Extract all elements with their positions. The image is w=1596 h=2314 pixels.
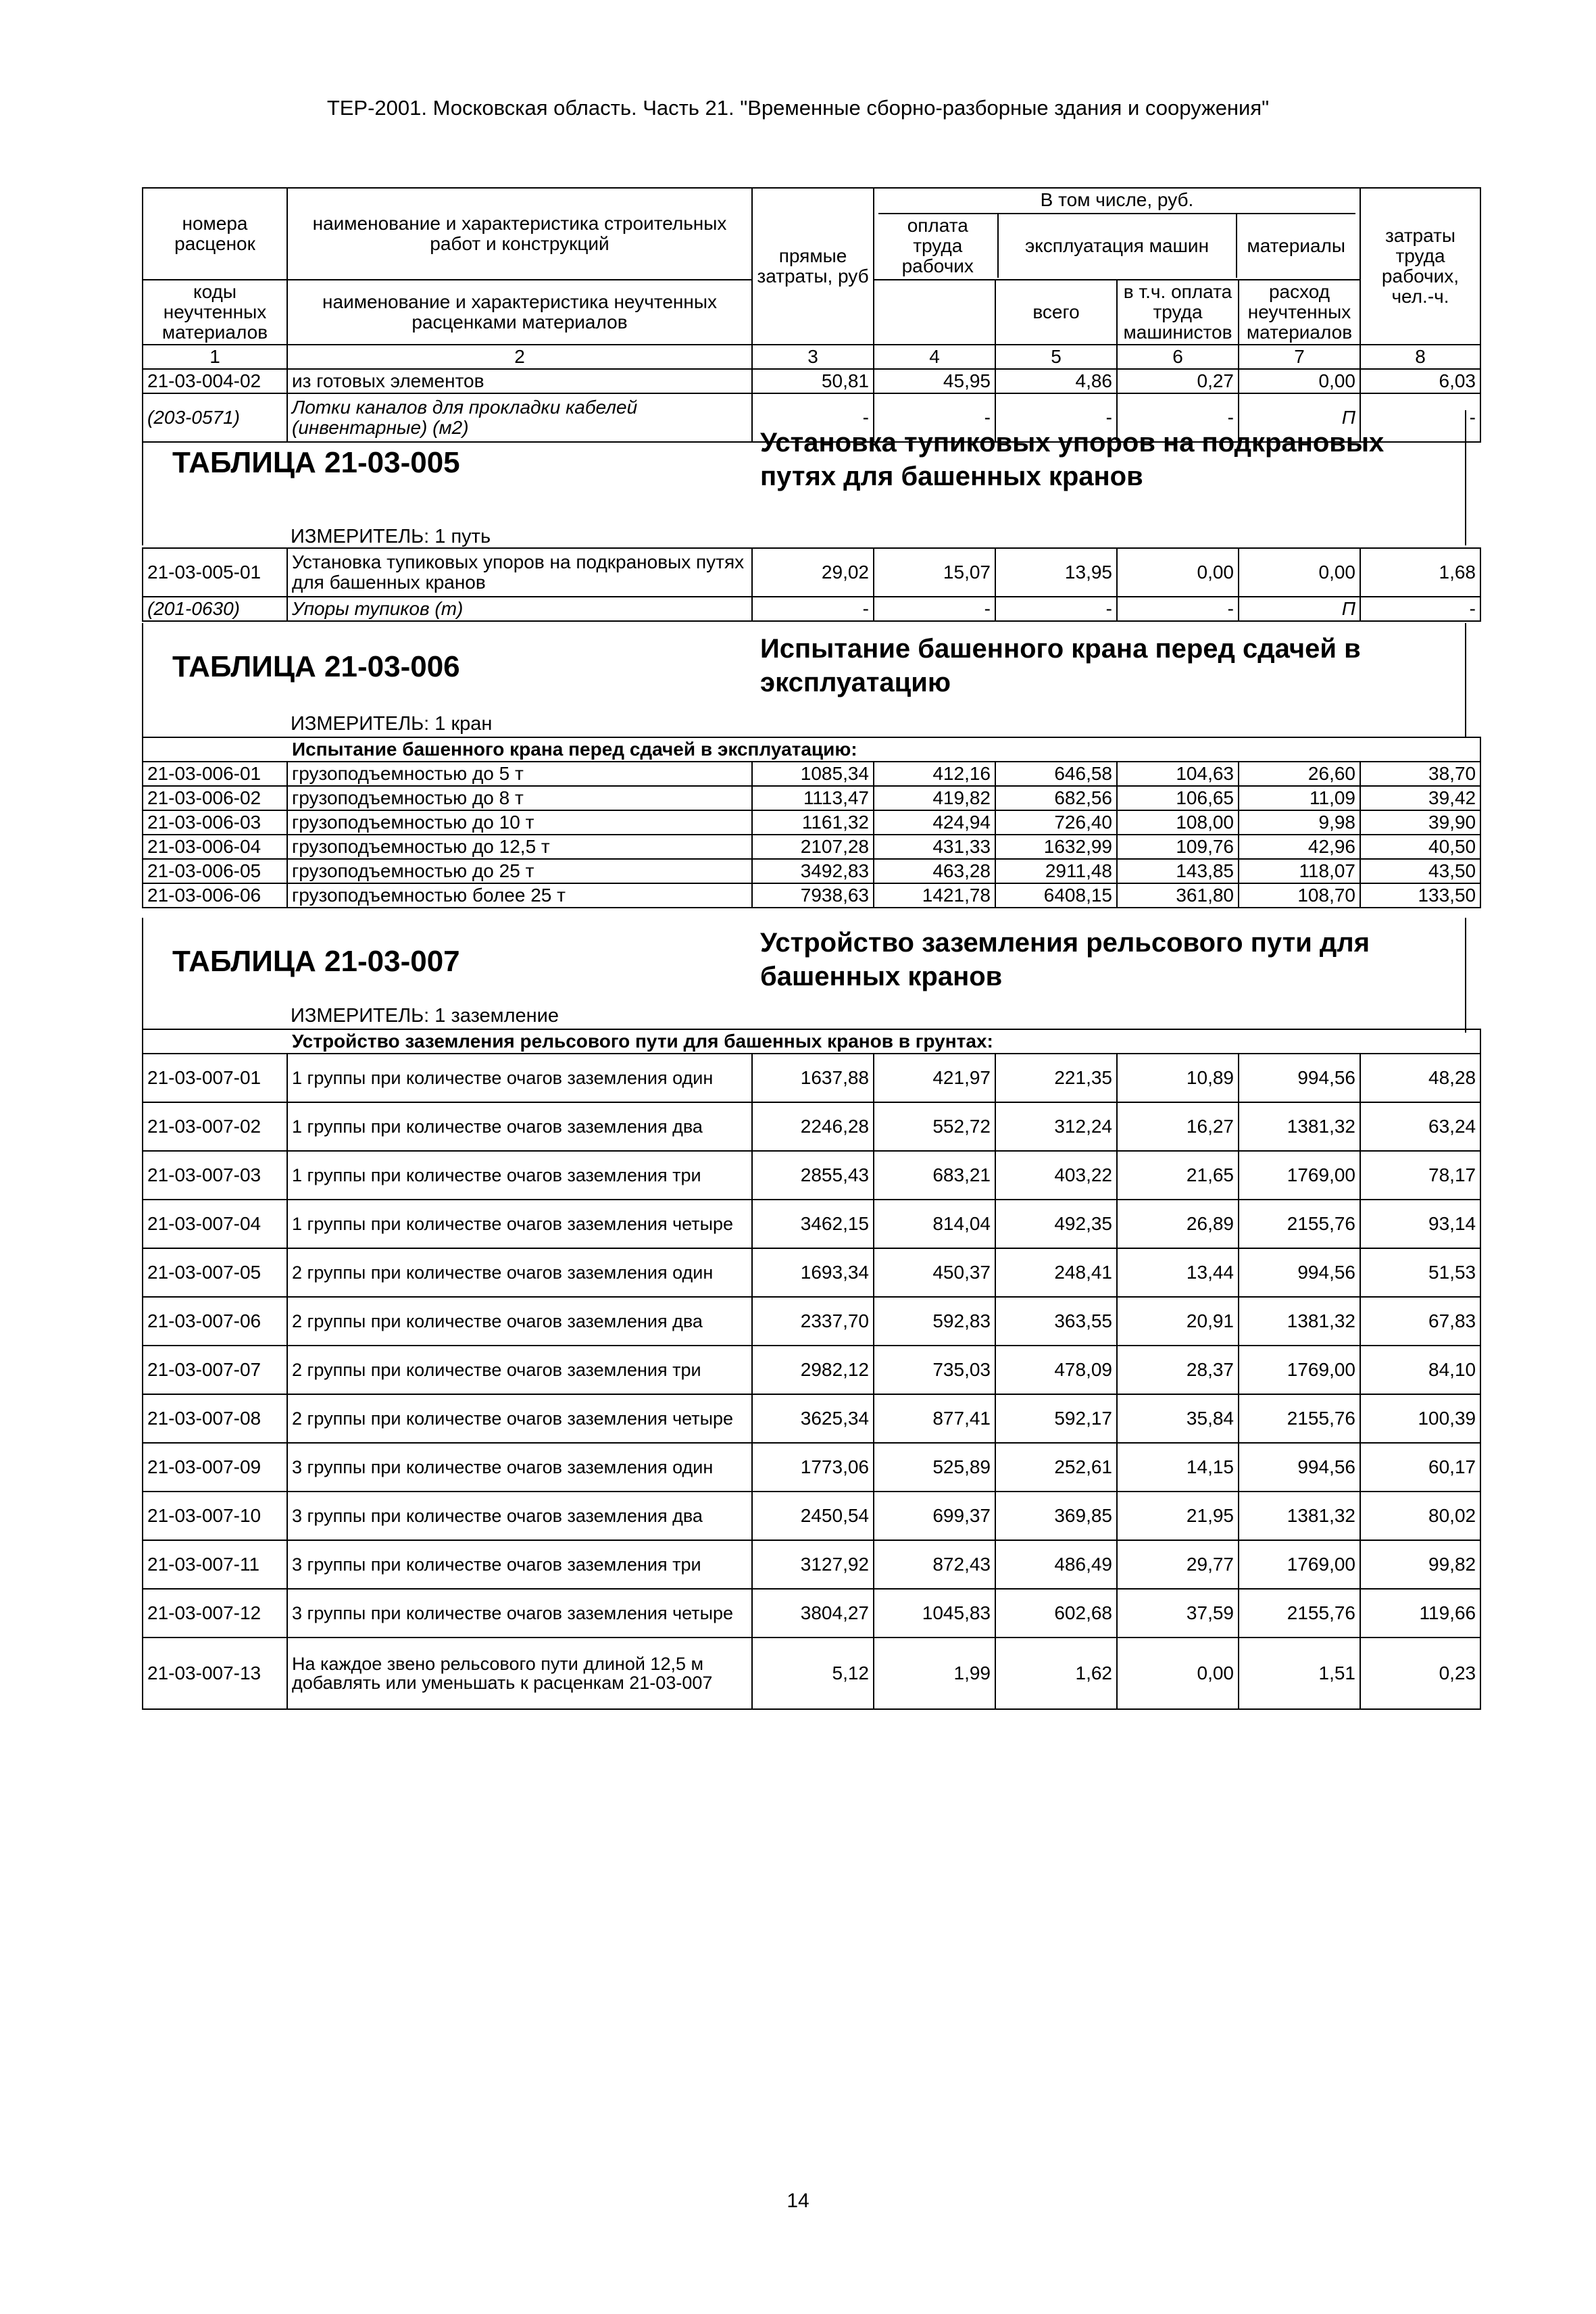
- section-description: Устройство заземления рельсового пути для башенных кранов: [760, 928, 1370, 991]
- value-materials: 1381,32: [1239, 1102, 1360, 1151]
- rates-table-006: [142, 737, 1481, 908]
- value-machines: 682,56: [995, 786, 1117, 810]
- value-labor-hours: 133,50: [1360, 883, 1480, 908]
- col-header-labor: оплата труда рабочих: [878, 214, 998, 278]
- value-labor-hours: 6,03: [1360, 369, 1480, 393]
- value-operators: 106,65: [1117, 786, 1239, 810]
- rate-name: 3 группы при количестве очагов заземления один: [287, 1443, 752, 1492]
- col-header-material-codes: коды неучтенных материалов: [143, 280, 287, 345]
- col-header-labor-bottom: [874, 280, 995, 345]
- rate-name: грузоподъемностью до 5 т: [287, 762, 752, 786]
- value-labor-hours: 39,90: [1360, 810, 1480, 835]
- col-num: 3: [752, 345, 874, 369]
- rate-name: 1 группы при количестве очагов заземления два: [287, 1102, 752, 1151]
- value-machines: 486,49: [995, 1540, 1117, 1589]
- value-machines: 726,40: [995, 810, 1117, 835]
- table-row: [143, 1492, 1480, 1540]
- value-operators: 108,00: [1117, 810, 1239, 835]
- value-materials: 994,56: [1239, 1248, 1360, 1297]
- value-direct: 29,02: [752, 548, 874, 597]
- value-operators: 35,84: [1117, 1394, 1239, 1443]
- material-code: (203-0571): [143, 393, 287, 442]
- value-machines: 592,17: [995, 1394, 1117, 1443]
- value-labor-hours: 99,82: [1360, 1540, 1480, 1589]
- value-labor-hours: 1,68: [1360, 548, 1480, 597]
- table-row: [143, 548, 1480, 597]
- value-labor: 412,16: [874, 762, 995, 786]
- rate-code: 21-03-007-12: [143, 1589, 287, 1638]
- col-header-group: [874, 188, 1360, 280]
- value-direct: 2982,12: [752, 1346, 874, 1394]
- table-row: [143, 1346, 1480, 1394]
- value-machines: 6408,15: [995, 883, 1117, 908]
- value-labor: 421,97: [874, 1054, 995, 1102]
- value-direct: 2246,28: [752, 1102, 874, 1151]
- rate-name: 3 группы при количестве очагов заземления два: [287, 1492, 752, 1540]
- measure-unit: ИЗМЕРИТЕЛЬ: 1 заземление: [291, 1005, 559, 1027]
- col-num: 1: [143, 345, 287, 369]
- value-labor: 699,37: [874, 1492, 995, 1540]
- value-operators: 28,37: [1117, 1346, 1239, 1394]
- rate-name: грузоподъемностью до 10 т: [287, 810, 752, 835]
- col-header-material-name: наименование и характеристика неучтенных расценками материалов: [287, 280, 752, 345]
- value-labor: 431,33: [874, 835, 995, 859]
- value-machines: 646,58: [995, 762, 1117, 786]
- value-operators: 13,44: [1117, 1248, 1239, 1297]
- table-row: [143, 762, 1480, 786]
- table-row: [143, 1054, 1480, 1102]
- value-operators: 20,91: [1117, 1297, 1239, 1346]
- rate-code: 21-03-006-06: [143, 883, 287, 908]
- value-direct: 1085,34: [752, 762, 874, 786]
- value-labor: 552,72: [874, 1102, 995, 1151]
- value-labor-hours: 43,50: [1360, 859, 1480, 883]
- value-operators: 0,00: [1117, 548, 1239, 597]
- table-row: [143, 835, 1480, 859]
- value-labor-hours: 48,28: [1360, 1054, 1480, 1102]
- rate-code: 21-03-007-10: [143, 1492, 287, 1540]
- rate-code: 21-03-006-04: [143, 835, 287, 859]
- value-labor: 872,43: [874, 1540, 995, 1589]
- rate-name: 2 группы при количестве очагов заземления три: [287, 1346, 752, 1394]
- section-description: Установка тупиковых упоров на подкрановых путях для башенных кранов: [760, 428, 1385, 491]
- value-labor-hours: 100,39: [1360, 1394, 1480, 1443]
- value-direct: 7938,63: [752, 883, 874, 908]
- value-machines: 312,24: [995, 1102, 1117, 1151]
- col-num: 2: [287, 345, 752, 369]
- col-num: 5: [995, 345, 1117, 369]
- value-materials: 1381,32: [1239, 1297, 1360, 1346]
- value-materials: 1769,00: [1239, 1151, 1360, 1200]
- value-operators: 37,59: [1117, 1589, 1239, 1638]
- value-machines: 403,22: [995, 1151, 1117, 1200]
- value-labor-hours: 51,53: [1360, 1248, 1480, 1297]
- value-labor-hours: 93,14: [1360, 1200, 1480, 1248]
- table-row: [143, 1589, 1480, 1638]
- value-labor-hours: 119,66: [1360, 1589, 1480, 1638]
- rate-code: 21-03-007-06: [143, 1297, 287, 1346]
- value-materials: 1769,00: [1239, 1540, 1360, 1589]
- value-machines: 4,86: [995, 369, 1117, 393]
- value-labor-hours: -: [1360, 393, 1480, 442]
- rate-name: 3 группы при количестве очагов заземления четыре: [287, 1589, 752, 1638]
- value-machines: -: [995, 597, 1117, 621]
- value-materials: 42,96: [1239, 835, 1360, 859]
- value-labor-hours: 39,42: [1360, 786, 1480, 810]
- value-direct: 1113,47: [752, 786, 874, 810]
- value-direct: 3462,15: [752, 1200, 874, 1248]
- column-number-row: [143, 345, 1480, 369]
- value-direct: 2337,70: [752, 1297, 874, 1346]
- rates-table-007: [142, 1029, 1481, 1710]
- value-labor: 814,04: [874, 1200, 995, 1248]
- page-number: 14: [787, 2190, 809, 2212]
- table-row: [143, 883, 1480, 908]
- value-direct: 1637,88: [752, 1054, 874, 1102]
- rate-code: 21-03-007-02: [143, 1102, 287, 1151]
- rate-name: 3 группы при количестве очагов заземления три: [287, 1540, 752, 1589]
- value-machines: 2911,48: [995, 859, 1117, 883]
- rate-name: грузоподъемностью до 25 т: [287, 859, 752, 883]
- value-labor: -: [874, 597, 995, 621]
- value-labor: 419,82: [874, 786, 995, 810]
- value-direct: 3492,83: [752, 859, 874, 883]
- value-operators: 10,89: [1117, 1054, 1239, 1102]
- value-machines: 1632,99: [995, 835, 1117, 859]
- value-direct: 3804,27: [752, 1589, 874, 1638]
- value-labor-hours: 60,17: [1360, 1443, 1480, 1492]
- subheading-text: Испытание башенного крана перед сдачей в эксплуатацию:: [143, 737, 1480, 762]
- measure-unit: ИЗМЕРИТЕЛЬ: 1 путь: [291, 526, 491, 547]
- value-operators: 16,27: [1117, 1102, 1239, 1151]
- value-direct: 5,12: [752, 1638, 874, 1709]
- value-labor: 735,03: [874, 1346, 995, 1394]
- value-labor-hours: 0,23: [1360, 1638, 1480, 1709]
- value-materials: П: [1239, 393, 1360, 442]
- value-operators: 14,15: [1117, 1443, 1239, 1492]
- value-labor: 1421,78: [874, 883, 995, 908]
- rate-name: Установка тупиковых упоров на подкрановых путях для башенных кранов: [287, 548, 752, 597]
- value-direct: 3127,92: [752, 1540, 874, 1589]
- value-direct: 2450,54: [752, 1492, 874, 1540]
- value-labor: 45,95: [874, 369, 995, 393]
- table-row: [143, 786, 1480, 810]
- value-labor: 683,21: [874, 1151, 995, 1200]
- value-operators: 21,65: [1117, 1151, 1239, 1200]
- table-row: [143, 1443, 1480, 1492]
- col-header-total: всего: [995, 280, 1117, 345]
- value-materials: 994,56: [1239, 1443, 1360, 1492]
- value-direct: -: [752, 393, 874, 442]
- rate-name: 1 группы при количестве очагов заземления один: [287, 1054, 752, 1102]
- value-labor-hours: 38,70: [1360, 762, 1480, 786]
- value-machines: 252,61: [995, 1443, 1117, 1492]
- measure-unit: ИЗМЕРИТЕЛЬ: 1 кран: [291, 713, 493, 735]
- rate-name: грузоподъемностью до 8 т: [287, 786, 752, 810]
- rate-code: 21-03-006-03: [143, 810, 287, 835]
- value-operators: 29,77: [1117, 1540, 1239, 1589]
- rate-name: 1 группы при количестве очагов заземления три: [287, 1151, 752, 1200]
- rate-code: 21-03-005-01: [143, 548, 287, 597]
- value-materials: 1,51: [1239, 1638, 1360, 1709]
- value-labor-hours: 84,10: [1360, 1346, 1480, 1394]
- value-operators: 0,27: [1117, 369, 1239, 393]
- rate-name: На каждое звено рельсового пути длиной 12,5 м добавлять или уменьшать к расценкам 21-03-007: [287, 1638, 752, 1709]
- value-operators: 109,76: [1117, 835, 1239, 859]
- table-subheading: [143, 737, 1480, 762]
- value-materials: 0,00: [1239, 369, 1360, 393]
- table-body: [143, 1054, 1480, 1709]
- table-subheading: [143, 1029, 1480, 1054]
- col-header-unaccounted: расход неучтенных материалов: [1239, 280, 1360, 345]
- value-labor: 592,83: [874, 1297, 995, 1346]
- section-title: ТАБЛИЦА 21-03-007: [172, 945, 460, 978]
- section-title: ТАБЛИЦА 21-03-006: [172, 650, 460, 683]
- rate-name: грузоподъемностью до 12,5 т: [287, 835, 752, 859]
- value-labor-hours: -: [1360, 597, 1480, 621]
- table-row: [143, 859, 1480, 883]
- col-num: 4: [874, 345, 995, 369]
- col-header-codes: номера расценок: [143, 188, 287, 280]
- rate-name: 2 группы при количестве очагов заземления один: [287, 1248, 752, 1297]
- value-machines: 369,85: [995, 1492, 1117, 1540]
- value-materials: 118,07: [1239, 859, 1360, 883]
- value-operators: 361,80: [1117, 883, 1239, 908]
- value-direct: 1693,34: [752, 1248, 874, 1297]
- material-name: Упоры тупиков (т): [287, 597, 752, 621]
- value-direct: 1773,06: [752, 1443, 874, 1492]
- value-materials: 108,70: [1239, 883, 1360, 908]
- value-labor-hours: 80,02: [1360, 1492, 1480, 1540]
- section-title: ТАБЛИЦА 21-03-005: [172, 446, 460, 479]
- col-header-labor-hours: затраты труда рабочих, чел.-ч.: [1360, 188, 1480, 345]
- value-operators: 104,63: [1117, 762, 1239, 786]
- value-materials: П: [1239, 597, 1360, 621]
- material-name: Лотки каналов для прокладки кабелей (инвентарные) (м2): [287, 393, 752, 442]
- value-direct: 2855,43: [752, 1151, 874, 1200]
- rates-table-005: [142, 547, 1481, 622]
- value-materials: 2155,76: [1239, 1200, 1360, 1248]
- rate-code: 21-03-007-08: [143, 1394, 287, 1443]
- table-row: [143, 1248, 1480, 1297]
- col-num: 7: [1239, 345, 1360, 369]
- col-header-subgroup: [878, 213, 1355, 278]
- value-labor: -: [874, 393, 995, 442]
- rate-name: 2 группы при количестве очагов заземления два: [287, 1297, 752, 1346]
- value-operators: 21,95: [1117, 1492, 1239, 1540]
- table-body: [143, 762, 1480, 908]
- value-machines: 248,41: [995, 1248, 1117, 1297]
- value-materials: 0,00: [1239, 548, 1360, 597]
- value-operators: 0,00: [1117, 1638, 1239, 1709]
- col-num: 6: [1117, 345, 1239, 369]
- value-direct: -: [752, 597, 874, 621]
- rate-code: 21-03-007-11: [143, 1540, 287, 1589]
- value-labor: 877,41: [874, 1394, 995, 1443]
- value-direct: 50,81: [752, 369, 874, 393]
- value-operators: -: [1117, 393, 1239, 442]
- table-row: [143, 1638, 1480, 1709]
- table-row: [143, 369, 1480, 393]
- rate-code: 21-03-007-05: [143, 1248, 287, 1297]
- rate-code: 21-03-007-07: [143, 1346, 287, 1394]
- value-labor: 15,07: [874, 548, 995, 597]
- value-operators: 143,85: [1117, 859, 1239, 883]
- value-materials: 994,56: [1239, 1054, 1360, 1102]
- col-num: 8: [1360, 345, 1480, 369]
- rate-code: 21-03-007-04: [143, 1200, 287, 1248]
- value-machines: 602,68: [995, 1589, 1117, 1638]
- value-machines: -: [995, 393, 1117, 442]
- rate-code: 21-03-006-02: [143, 786, 287, 810]
- rate-name: 2 группы при количестве очагов заземления четыре: [287, 1394, 752, 1443]
- table-row: [143, 1102, 1480, 1151]
- value-materials: 26,60: [1239, 762, 1360, 786]
- col-header-direct-costs: прямые затраты, руб: [752, 188, 874, 345]
- value-labor-hours: 40,50: [1360, 835, 1480, 859]
- table-row: [143, 1200, 1480, 1248]
- value-labor: 463,28: [874, 859, 995, 883]
- page-header: ТЕР-2001. Московская область. Часть 21. "Временные сборно-разборные здания и сооружения": [326, 96, 1270, 120]
- rate-name: 1 группы при количестве очагов заземления четыре: [287, 1200, 752, 1248]
- value-materials: 9,98: [1239, 810, 1360, 835]
- column-header-table: [142, 187, 1481, 443]
- col-header-group-label: В том числе, руб.: [1040, 189, 1194, 210]
- rate-code: 21-03-007-03: [143, 1151, 287, 1200]
- value-machines: 363,55: [995, 1297, 1117, 1346]
- value-operators: 26,89: [1117, 1200, 1239, 1248]
- rate-code: 21-03-007-13: [143, 1638, 287, 1709]
- value-labor: 525,89: [874, 1443, 995, 1492]
- value-direct: 2107,28: [752, 835, 874, 859]
- value-materials: 2155,76: [1239, 1394, 1360, 1443]
- table-row: [143, 1297, 1480, 1346]
- material-code: (201-0630): [143, 597, 287, 621]
- value-labor: 1045,83: [874, 1589, 995, 1638]
- rate-code: 21-03-006-01: [143, 762, 287, 786]
- value-materials: 1769,00: [1239, 1346, 1360, 1394]
- value-machines: 13,95: [995, 548, 1117, 597]
- value-materials: 1381,32: [1239, 1492, 1360, 1540]
- rate-code: 21-03-006-05: [143, 859, 287, 883]
- value-direct: 1161,32: [752, 810, 874, 835]
- value-labor: 450,37: [874, 1248, 995, 1297]
- value-machines: 221,35: [995, 1054, 1117, 1102]
- rate-code: 21-03-004-02: [143, 369, 287, 393]
- value-labor-hours: 63,24: [1360, 1102, 1480, 1151]
- table-row: [143, 810, 1480, 835]
- table-row: [143, 1394, 1480, 1443]
- col-header-name: наименование и характеристика строительных работ и конструкций: [287, 188, 752, 280]
- section-description: Испытание башенного крана перед сдачей в эксплуатацию: [760, 634, 1361, 697]
- value-materials: 2155,76: [1239, 1589, 1360, 1638]
- value-labor: 424,94: [874, 810, 995, 835]
- value-labor-hours: 67,83: [1360, 1297, 1480, 1346]
- value-direct: 3625,34: [752, 1394, 874, 1443]
- value-operators: -: [1117, 597, 1239, 621]
- value-machines: 1,62: [995, 1638, 1117, 1709]
- rate-code: 21-03-007-09: [143, 1443, 287, 1492]
- value-materials: 11,09: [1239, 786, 1360, 810]
- value-machines: 492,35: [995, 1200, 1117, 1248]
- col-header-machines: эксплуатация машин: [998, 214, 1237, 278]
- value-labor-hours: 78,17: [1360, 1151, 1480, 1200]
- material-row: [143, 597, 1480, 621]
- rate-name: грузоподъемностью более 25 т: [287, 883, 752, 908]
- value-labor: 1,99: [874, 1638, 995, 1709]
- col-header-operators: в т.ч. оплата труда машинистов: [1117, 280, 1239, 345]
- table-row: [143, 1540, 1480, 1589]
- subheading-text: Устройство заземления рельсового пути для башенных кранов в грунтах:: [143, 1029, 1480, 1054]
- col-header-materials: материалы: [1237, 214, 1356, 278]
- value-machines: 478,09: [995, 1346, 1117, 1394]
- table-row: [143, 1151, 1480, 1200]
- rate-name: из готовых элементов: [287, 369, 752, 393]
- rate-code: 21-03-007-01: [143, 1054, 287, 1102]
